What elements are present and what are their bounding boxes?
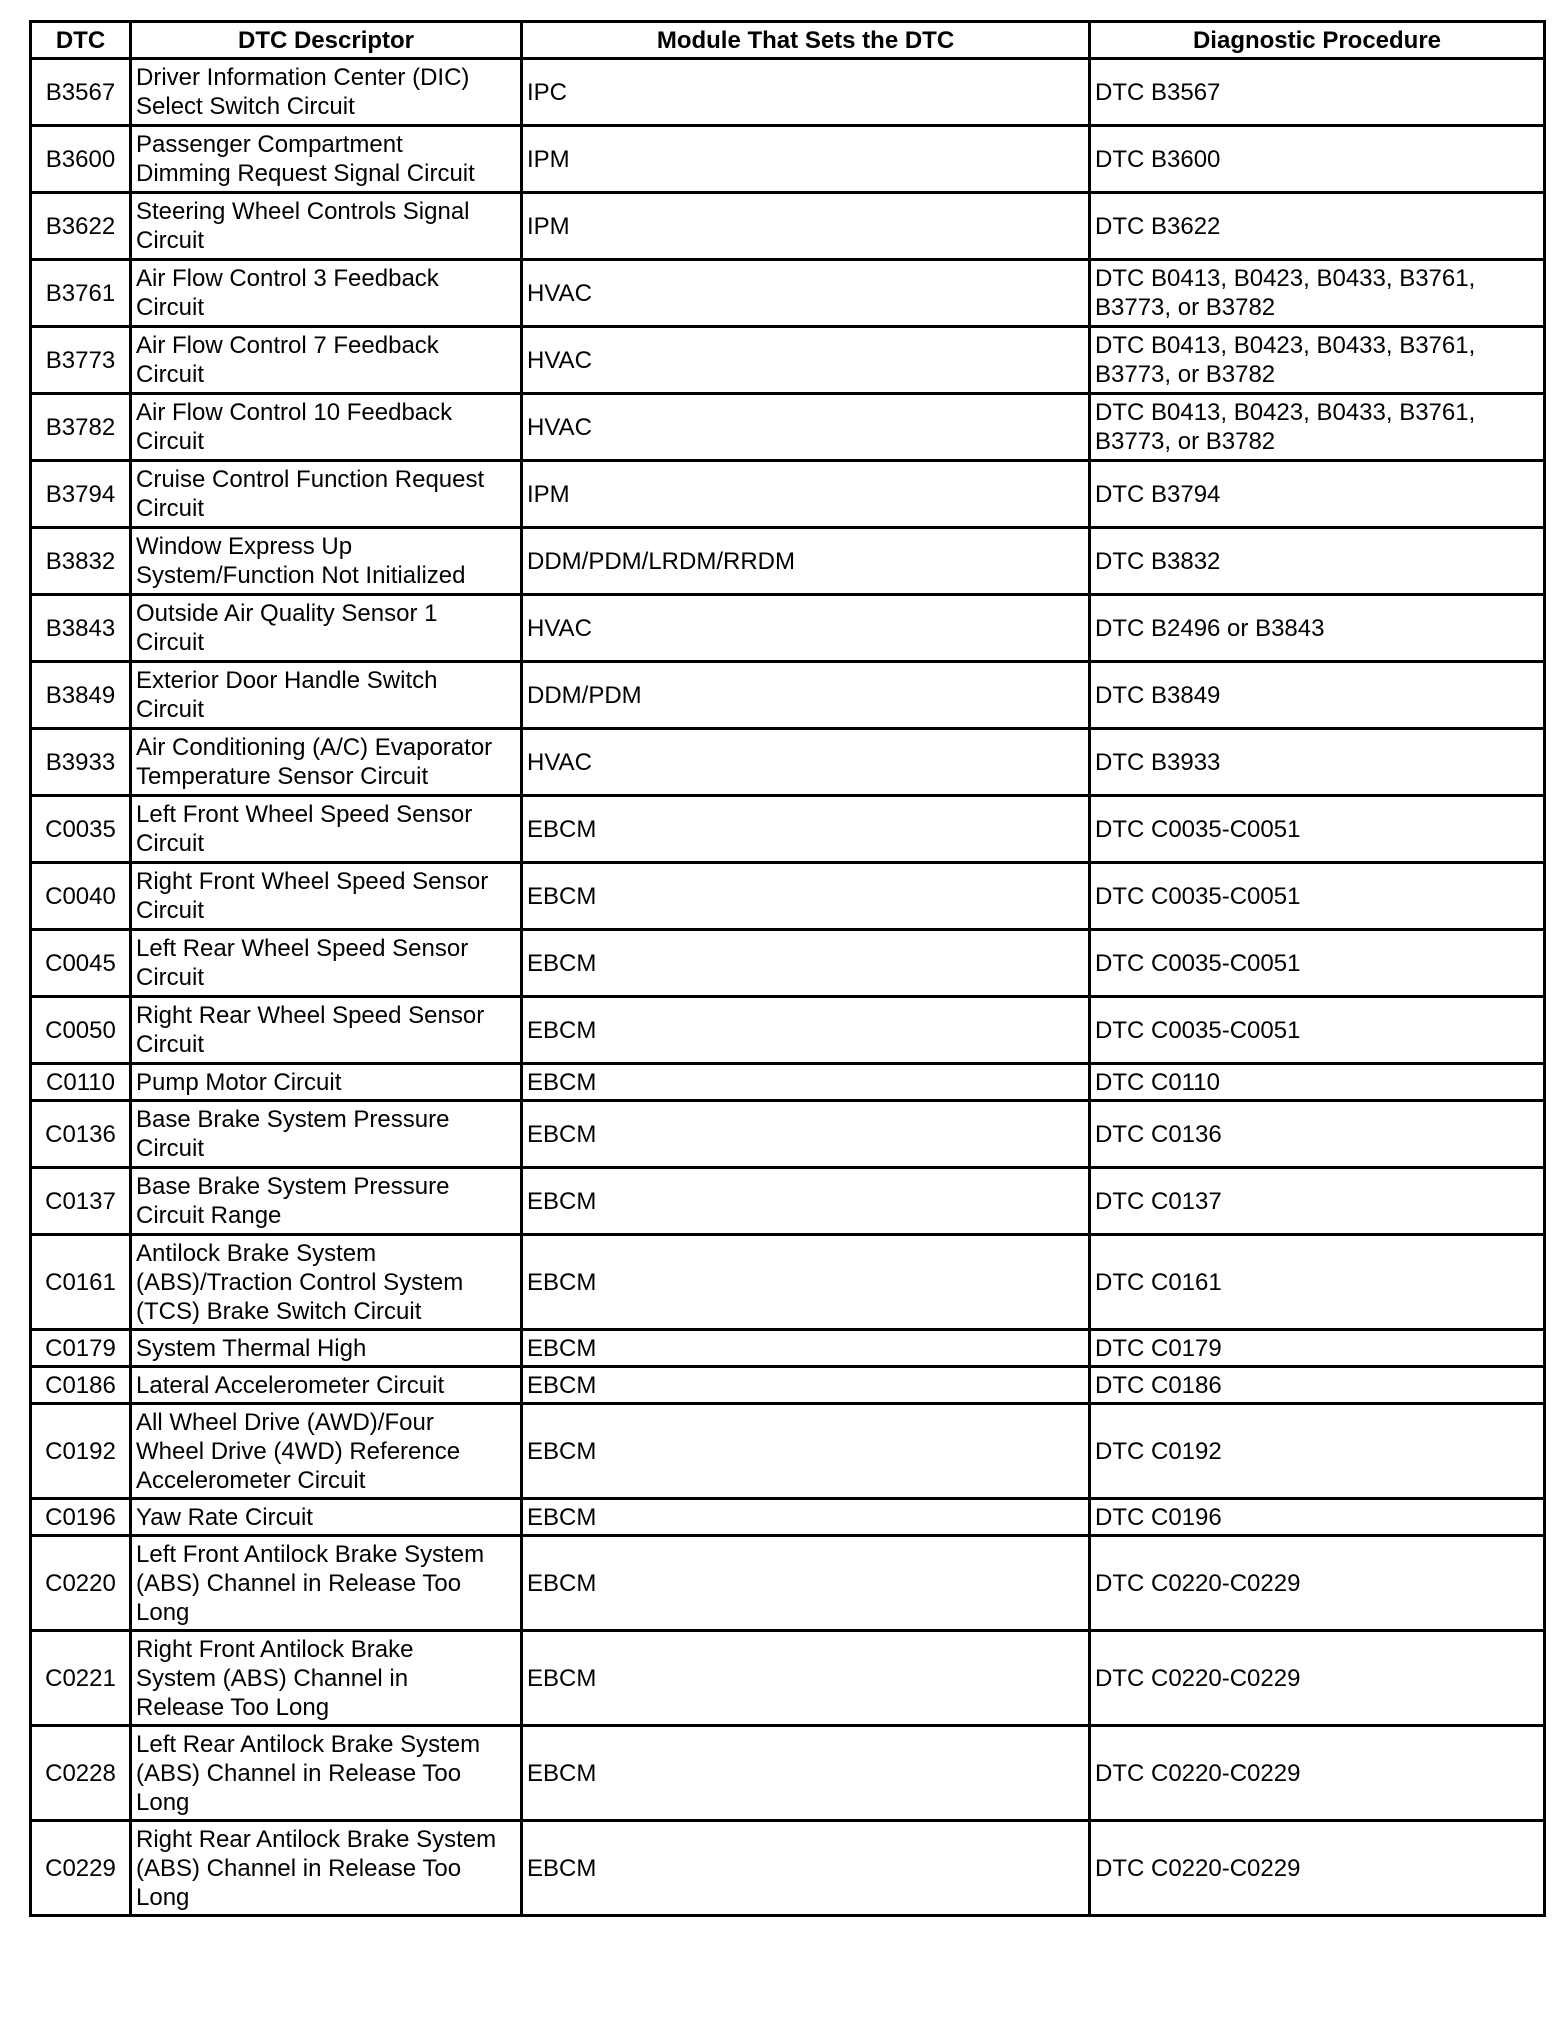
descriptor-line: Circuit [136,696,205,723]
procedure-line: B3773, or B3782 [1095,428,1276,455]
dtc-descriptor-cell [131,1821,522,1916]
descriptor-line: Right Rear Wheel Speed Sensor [136,1002,485,1029]
descriptor-line: System Thermal High [136,1334,367,1362]
module-cell: EBCM [522,1168,1090,1235]
dtc-descriptor-cell [131,1726,522,1821]
module-cell: EBCM [522,1367,1090,1404]
procedure-line: DTC B3600 [1095,145,1221,173]
dtc-descriptor-cell [131,528,522,595]
procedure-cell [1090,1726,1545,1821]
dtc-descriptor-cell [131,461,522,528]
dtc-code-cell: B3933 [31,729,131,796]
module-cell: HVAC [522,595,1090,662]
table-row [31,327,1545,394]
procedure-cell [1090,528,1545,595]
dtc-code-cell: B3849 [31,662,131,729]
dtc-code-cell: C0192 [31,1404,131,1499]
dtc-code-cell: C0229 [31,1821,131,1916]
descriptor-line: Right Front Wheel Speed Sensor [136,868,489,895]
descriptor-line: Long [136,1883,190,1911]
header-module: Module That Sets the DTC [522,22,1090,59]
descriptor-line: All Wheel Drive (AWD)/Four [136,1408,434,1436]
procedure-line: DTC C0110 [1095,1068,1220,1096]
dtc-descriptor-cell [131,1235,522,1330]
procedure-cell [1090,1821,1545,1916]
table-row [31,662,1545,729]
descriptor-line: Cruise Control Function Request [136,466,485,493]
procedure-line: DTC C0136 [1095,1120,1222,1148]
descriptor-line: Air Flow Control 10 Feedback [136,399,453,426]
table-row [31,1726,1545,1821]
dtc-descriptor-cell [131,260,522,327]
descriptor-line: (ABS) Channel in Release Too [136,1759,462,1787]
descriptor-line: System (ABS) Channel in [136,1664,409,1692]
table-row [31,461,1545,528]
procedure-line: DTC B3794 [1095,480,1221,508]
dtc-code-cell: B3832 [31,528,131,595]
descriptor-line: Circuit [136,294,205,321]
procedure-cell [1090,997,1545,1064]
table-row [31,1536,1545,1631]
table-row [31,595,1545,662]
procedure-cell [1090,1235,1545,1330]
dtc-code-cell: C0040 [31,863,131,930]
descriptor-line: Circuit [136,1031,205,1058]
procedure-cell [1090,1499,1545,1536]
module-cell: HVAC [522,260,1090,327]
dtc-code-cell: C0186 [31,1367,131,1404]
dtc-code-cell: C0221 [31,1631,131,1726]
procedure-line: DTC B3567 [1095,78,1221,106]
descriptor-line: Temperature Sensor Circuit [136,763,429,790]
procedure-cell [1090,461,1545,528]
table-row [31,1235,1545,1330]
procedure-cell [1090,796,1545,863]
module-cell: HVAC [522,729,1090,796]
procedure-line: DTC C0035-C0051 [1095,815,1301,843]
dtc-code-cell: C0136 [31,1101,131,1168]
module-cell: EBCM [522,1499,1090,1536]
dtc-descriptor-cell [131,1101,522,1168]
dtc-code-cell: B3600 [31,126,131,193]
descriptor-line: Driver Information Center (DIC) [136,64,470,91]
procedure-line: DTC C0192 [1095,1437,1222,1465]
dtc-code-cell: C0196 [31,1499,131,1536]
dtc-descriptor-cell [131,1168,522,1235]
descriptor-line: Circuit [136,897,205,924]
descriptor-line: Passenger Compartment [136,131,403,158]
procedure-line: DTC C0179 [1095,1334,1222,1362]
module-cell: HVAC [522,394,1090,461]
dtc-descriptor-cell [131,1404,522,1499]
descriptor-line: Base Brake System Pressure [136,1106,450,1133]
table-row [31,394,1545,461]
procedure-line: DTC C0161 [1095,1268,1222,1296]
procedure-cell [1090,1631,1545,1726]
module-cell: EBCM [522,863,1090,930]
table-row [31,1064,1545,1101]
procedure-line: DTC B2496 or B3843 [1095,614,1325,642]
table-row [31,59,1545,126]
descriptor-line: Left Rear Antilock Brake System [136,1730,481,1758]
dtc-code-cell: B3773 [31,327,131,394]
header-dtc: DTC [31,22,131,59]
dtc-descriptor-cell [131,595,522,662]
module-cell: IPM [522,461,1090,528]
descriptor-line: Circuit [136,964,205,991]
dtc-code-cell: C0179 [31,1330,131,1367]
table-row [31,1168,1545,1235]
dtc-descriptor-cell [131,394,522,461]
procedure-line: DTC C0035-C0051 [1095,882,1301,910]
module-cell: DDM/PDM [522,662,1090,729]
descriptor-line: Accelerometer Circuit [136,1466,366,1494]
descriptor-line: Circuit [136,495,205,522]
table-row [31,1330,1545,1367]
descriptor-line: Circuit [136,428,205,455]
procedure-line: DTC B3933 [1095,748,1221,776]
descriptor-line: Long [136,1598,190,1626]
procedure-line: DTC B3832 [1095,547,1221,575]
dtc-code-cell: C0035 [31,796,131,863]
procedure-line: DTC C0035-C0051 [1095,949,1301,977]
table-row [31,930,1545,997]
descriptor-line: Circuit [136,1135,205,1162]
dtc-code-cell: C0045 [31,930,131,997]
dtc-code-cell: C0220 [31,1536,131,1631]
dtc-code-cell: C0161 [31,1235,131,1330]
procedure-line: DTC B0413, B0423, B0433, B3761, [1095,332,1476,359]
table-row [31,997,1545,1064]
dtc-descriptor-cell [131,126,522,193]
dtc-descriptor-cell [131,1536,522,1631]
procedure-line: DTC C0137 [1095,1187,1222,1215]
dtc-code-cell: C0228 [31,1726,131,1821]
procedure-cell [1090,327,1545,394]
procedure-cell [1090,126,1545,193]
table-body [31,59,1545,1916]
table-row [31,863,1545,930]
module-cell: IPM [522,193,1090,260]
procedure-cell [1090,595,1545,662]
dtc-descriptor-cell [131,1631,522,1726]
descriptor-line: (ABS) Channel in Release Too [136,1854,462,1882]
procedure-line: DTC B3622 [1095,212,1221,240]
module-cell: EBCM [522,1330,1090,1367]
descriptor-line: Air Flow Control 7 Feedback [136,332,439,359]
descriptor-line: Release Too Long [136,1693,330,1721]
header-descriptor: DTC Descriptor [131,22,522,59]
descriptor-line: Left Rear Wheel Speed Sensor [136,935,469,962]
table-row [31,1499,1545,1536]
table-row [31,1821,1545,1916]
descriptor-line: System/Function Not Initialized [136,562,466,589]
module-cell: EBCM [522,1536,1090,1631]
dtc-descriptor-cell [131,1330,522,1367]
procedure-cell [1090,260,1545,327]
table-row [31,1367,1545,1404]
dtc-descriptor-cell [131,662,522,729]
module-cell: EBCM [522,1235,1090,1330]
procedure-line: DTC B0413, B0423, B0433, B3761, [1095,399,1476,426]
module-cell: EBCM [522,796,1090,863]
procedure-cell [1090,59,1545,126]
procedure-cell [1090,729,1545,796]
module-cell: EBCM [522,1101,1090,1168]
module-cell: HVAC [522,327,1090,394]
procedure-cell [1090,1330,1545,1367]
dtc-code-cell: B3782 [31,394,131,461]
procedure-cell [1090,1168,1545,1235]
descriptor-line: Outside Air Quality Sensor 1 [136,600,438,627]
dtc-code-cell: C0050 [31,997,131,1064]
procedure-line: B3773, or B3782 [1095,361,1276,388]
descriptor-line: Right Rear Antilock Brake System [136,1825,497,1853]
dtc-descriptor-cell [131,729,522,796]
dtc-descriptor-cell [131,327,522,394]
descriptor-line: Dimming Request Signal Circuit [136,160,475,187]
module-cell: IPC [522,59,1090,126]
dtc-descriptor-cell [131,1064,522,1101]
procedure-cell [1090,193,1545,260]
descriptor-line: Left Front Antilock Brake System [136,1540,485,1568]
procedure-line: DTC C0186 [1095,1371,1222,1399]
table-row [31,260,1545,327]
procedure-line: DTC C0035-C0051 [1095,1016,1301,1044]
dtc-code-cell: C0110 [31,1064,131,1101]
procedure-line: B3773, or B3782 [1095,294,1276,321]
dtc-descriptor-cell [131,1499,522,1536]
procedure-cell [1090,1064,1545,1101]
procedure-cell [1090,930,1545,997]
procedure-line: DTC B3849 [1095,681,1221,709]
table-row [31,126,1545,193]
dtc-code-cell: B3567 [31,59,131,126]
descriptor-line: Left Front Wheel Speed Sensor [136,801,473,828]
descriptor-line: Pump Motor Circuit [136,1068,342,1096]
procedure-line: DTC C0220-C0229 [1095,1569,1301,1597]
descriptor-line: (ABS) Channel in Release Too [136,1569,462,1597]
descriptor-line: (ABS)/Traction Control System [136,1268,464,1296]
module-cell: EBCM [522,930,1090,997]
header-row [31,22,1545,59]
procedure-cell [1090,863,1545,930]
dtc-code-cell: C0137 [31,1168,131,1235]
procedure-cell [1090,394,1545,461]
table-row [31,1101,1545,1168]
procedure-line: DTC C0220-C0229 [1095,1854,1301,1882]
descriptor-line: Antilock Brake System [136,1239,377,1267]
descriptor-line: Exterior Door Handle Switch [136,667,438,694]
dtc-descriptor-cell [131,796,522,863]
descriptor-line: Steering Wheel Controls Signal [136,198,470,225]
module-cell: EBCM [522,1631,1090,1726]
dtc-descriptor-cell [131,863,522,930]
procedure-cell [1090,1367,1545,1404]
dtc-descriptor-cell [131,997,522,1064]
dtc-table [29,20,1546,1917]
module-cell: EBCM [522,1064,1090,1101]
dtc-code-cell: B3843 [31,595,131,662]
descriptor-line: Air Conditioning (A/C) Evaporator [136,734,493,761]
header-procedure: Diagnostic Procedure [1090,22,1545,59]
descriptor-line: Circuit [136,361,205,388]
dtc-descriptor-cell [131,930,522,997]
descriptor-line: Long [136,1788,190,1816]
descriptor-line: Air Flow Control 3 Feedback [136,265,439,292]
dtc-code-cell: B3794 [31,461,131,528]
module-cell: EBCM [522,1821,1090,1916]
procedure-line: DTC C0220-C0229 [1095,1759,1301,1787]
dtc-descriptor-cell [131,193,522,260]
procedure-line: DTC C0196 [1095,1503,1222,1531]
descriptor-line: Select Switch Circuit [136,93,355,120]
descriptor-line: Circuit [136,830,205,857]
table-row [31,729,1545,796]
procedure-cell [1090,1536,1545,1631]
table-row [31,1404,1545,1499]
descriptor-line: Circuit Range [136,1202,282,1229]
procedure-line: DTC C0220-C0229 [1095,1664,1301,1692]
descriptor-line: Yaw Rate Circuit [136,1503,313,1531]
module-cell: EBCM [522,997,1090,1064]
table-row [31,1631,1545,1726]
table-row [31,796,1545,863]
table-row [31,193,1545,260]
module-cell: DDM/PDM/LRDM/RRDM [522,528,1090,595]
module-cell: EBCM [522,1404,1090,1499]
descriptor-line: Wheel Drive (4WD) Reference [136,1437,461,1465]
module-cell: EBCM [522,1726,1090,1821]
module-cell: IPM [522,126,1090,193]
descriptor-line: Base Brake System Pressure [136,1173,450,1200]
procedure-cell [1090,1404,1545,1499]
descriptor-line: Right Front Antilock Brake [136,1635,414,1663]
descriptor-line: (TCS) Brake Switch Circuit [136,1297,422,1325]
procedure-line: DTC B0413, B0423, B0433, B3761, [1095,265,1476,292]
procedure-cell [1090,662,1545,729]
dtc-code-cell: B3622 [31,193,131,260]
procedure-cell [1090,1101,1545,1168]
descriptor-line: Lateral Accelerometer Circuit [136,1371,445,1399]
dtc-descriptor-cell [131,59,522,126]
descriptor-line: Window Express Up [136,533,353,560]
descriptor-line: Circuit [136,227,205,254]
dtc-code-cell: B3761 [31,260,131,327]
dtc-descriptor-cell [131,1367,522,1404]
table-row [31,528,1545,595]
descriptor-line: Circuit [136,629,205,656]
